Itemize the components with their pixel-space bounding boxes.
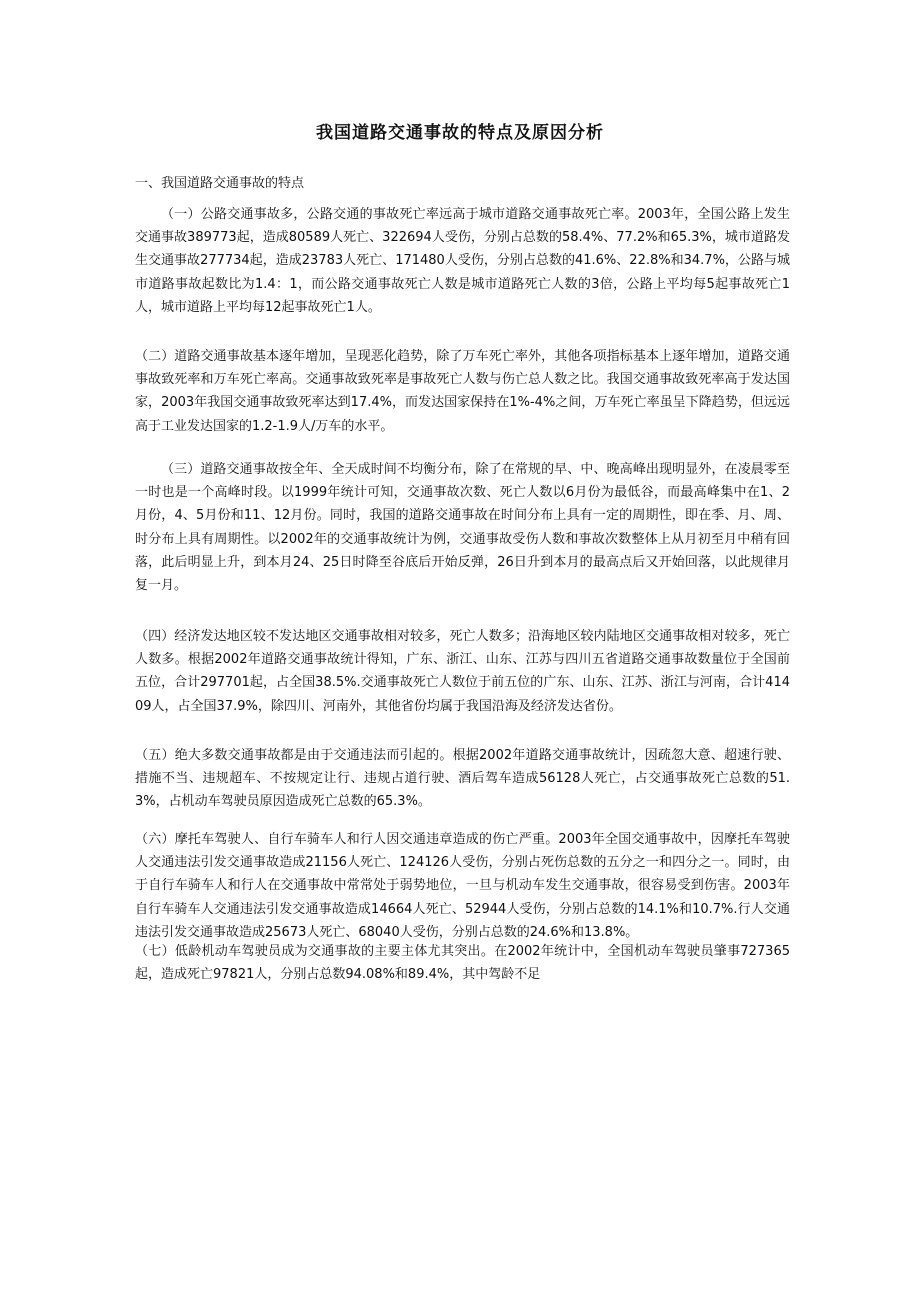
paragraph-3: （三）道路交通事故按全年、全天成时间不均衡分布，除了在常规的早、中、晚高峰出现明显外，在凌晨零至一时也是一个高峰时段。以1999年统计可知，交通事故次数、死亡人数以6月份为最低谷，而最高峰集中在1、2月份，4、5月份和11、12月份。同时，我国的道路交通事故在时间分布上具有一定的周期性，即在季、月、周、时分布上具有周期性。以2002年的交通事故统计为例，交通事故受伤人数和事故次数整体上从月初至月中稍有回落，此后明显上升，到本月24、25日时降至谷底后开始反弹，26日升到本月的最高点后又开始回落，以此规律月复一月。 bbox=[135, 462, 790, 594]
paragraph-7: （七）低龄机动车驾驶员成为交通事故的主要主体尤其突出。在2002年统计中，全国机动车驾驶员肇事727365起，造成死亡97821人，分别占总数94.08%和89.4%，其中驾龄不足 bbox=[135, 944, 790, 983]
paragraph-2: （二）道路交通事故基本逐年增加，呈现恶化趋势，除了万车死亡率外，其他各项指标基本上逐年增加，道路交通事故致死率和万车死亡率高。交通事故致死率是事故死亡人数与伤亡总人数之比。我国交通事故致死率高于发达国家，2003年我国交通事故致死率达到17.4%，而发达国家保持在1%-4%之间，万车死亡率虽呈下降趋势，但远远高于工业发达国家的1.2-1.9人/万车的水平。 bbox=[135, 349, 790, 434]
paragraph-6: （六）摩托车驾驶人、自行车骑车人和行人因交通违章造成的伤亡严重。2003年全国交通事故中，因摩托车驾驶人交通违法引发交通事故造成21156人死亡、124126人受伤，分别占死伤总数的五分之一和四分之一。同时，由于自行车骑车人和行人在交通事故中常常处于弱势地位，一旦与机动车发生交通事故，很容易受到伤害。2003年自行车骑车人交通违法引发交通事故造成14664人死亡、52944人受伤，分别占总数的14.1%和10.7%.行人交通违法引发交通事故造成25673人死亡、68040人受伤，分别占总数的24.6%和13.8%。 bbox=[135, 832, 790, 940]
paragraph-4: （四）经济发达地区较不发达地区交通事故相对较多，死亡人数多；沿海地区较内陆地区交通事故相对较多，死亡人数多。根据2002年道路交通事故统计得知，广东、浙江、山东、江苏与四川五省道路交通事故数量位于全国前五位，合计297701起，占全国38.5%.交通事故死亡人数位于前五位的广东、山东、江苏、浙江与河南，合计41409人，占全国37.9%，除四川、河南外，其他省份均属于我国沿海及经济发达省份。 bbox=[135, 629, 790, 714]
document-title: 我国道路交通事故的特点及原因分析 bbox=[316, 123, 604, 143]
section-heading: 一、我国道路交通事故的特点 bbox=[135, 176, 305, 191]
paragraph-1: （一）公路交通事故多，公路交通的事故死亡率远高于城市道路交通事故死亡率。2003年，全国公路上发生交通事故389773起，造成80589人死亡、322694人受伤，分别占总数的58.4%、77.2%和65.3%，城市道路发生交通事故277734起，造成23783人死亡、171480人受伤，分别占总数的41.6%、22.8%和34.7%，公路与城市道路事故起数比为1.4：1，而公路交通事故死亡人数是城市道路死亡人数的3倍，公路上平均每5起事故死亡1人，城市道路上平均每12起事故死亡1人。 bbox=[135, 207, 790, 315]
paragraph-5: （五）绝大多数交通事故都是由于交通违法而引起的。根据2002年道路交通事故统计，因疏忽大意、超速行驶、措施不当、违规超车、不按规定让行、违规占道行驶、酒后驾车造成56128人死亡，占交通事故死亡总数的51.3%，占机动车驾驶员原因造成死亡总数的65.3%。 bbox=[135, 748, 790, 810]
